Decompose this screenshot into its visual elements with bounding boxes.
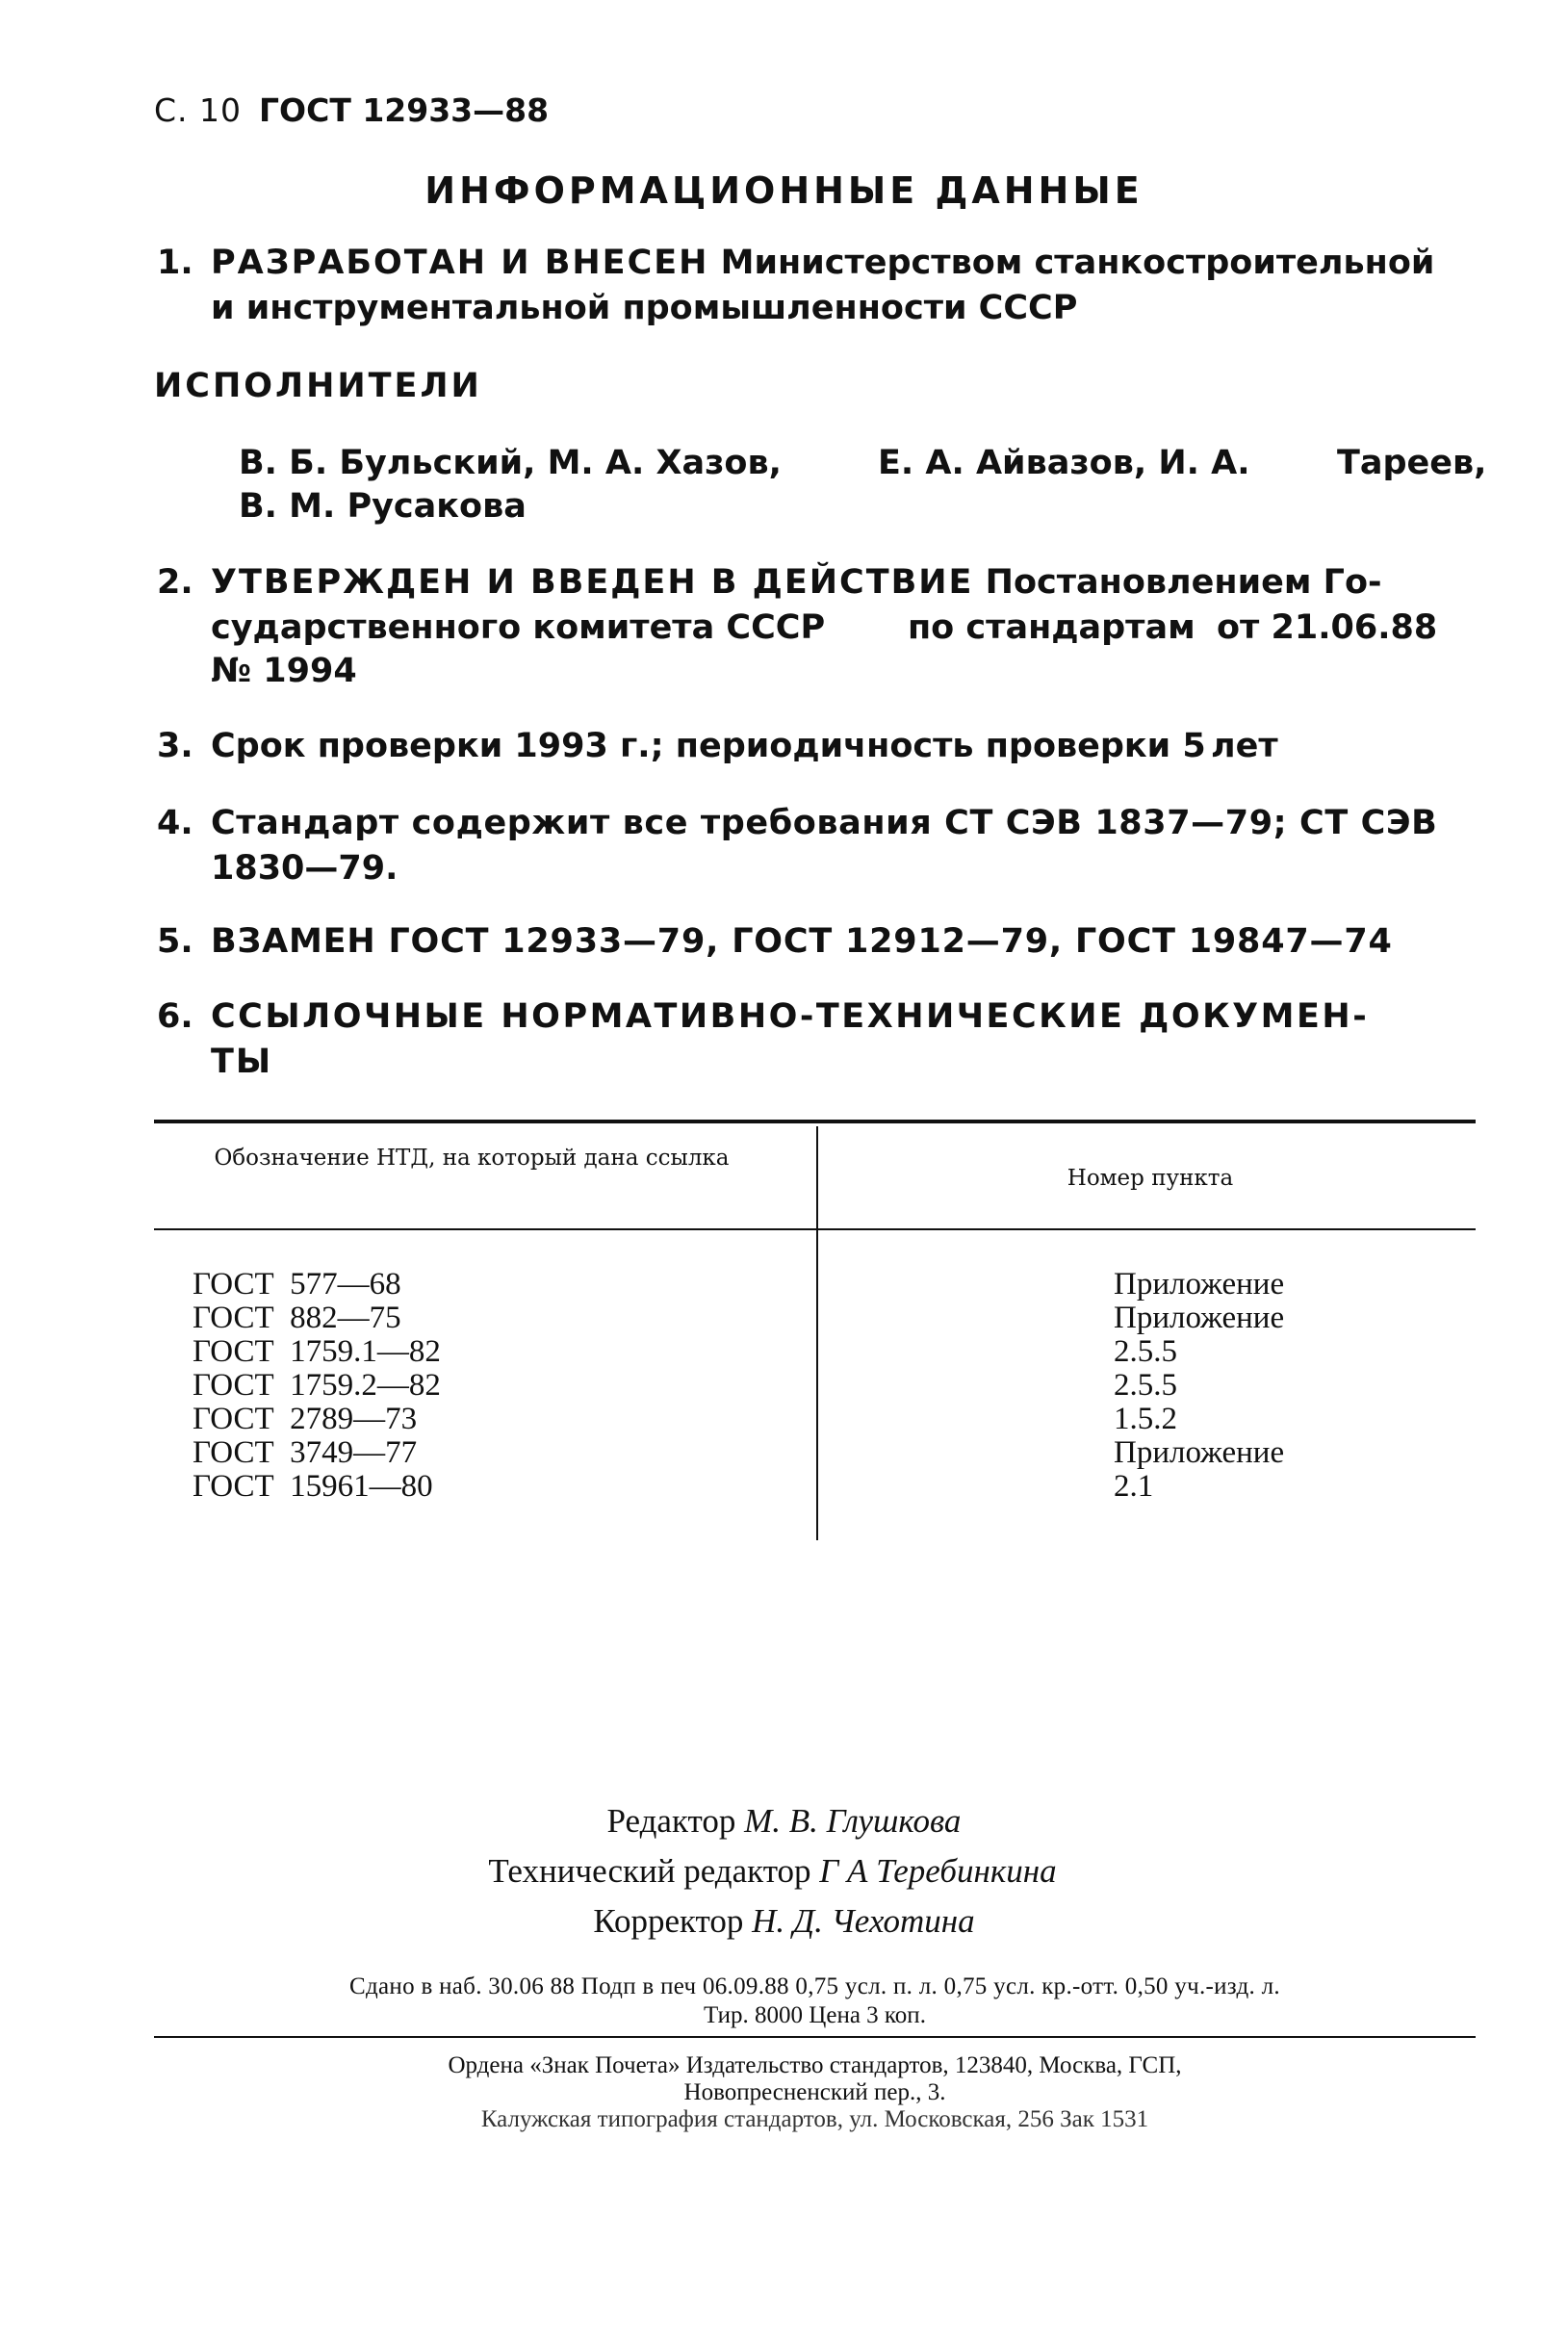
item-text-line2: и инструментальной промышленности СССР: [211, 289, 1078, 327]
item-3: [157, 724, 1206, 769]
table-cell-doc: ГОСТ 2789—73: [193, 1402, 418, 1436]
standard-number: ГОСТ 12933—88: [259, 91, 550, 129]
item-text: Стандарт содержит все требования СТ СЭВ 1837—79; СТ СЭВ: [211, 804, 1438, 842]
table-header-rule: [154, 1228, 1476, 1230]
item-caps: ССЫЛОЧНЫЕ НОРМАТИВНО-ТЕХНИЧЕСКИЕ ДОКУМЕН-: [211, 997, 1370, 1036]
table-top-rule: [154, 1120, 1476, 1123]
table-header-document: Обозначение НТД, на который дана ссылка: [214, 1146, 730, 1171]
item-5: [157, 919, 1393, 965]
imprint-line-1: Сдано в наб. 30.06 88 Подп в печ 06.09.88 0,75 усл. п. л. 0,75 усл. кр.-отт. 0,50 уч.-изд. л.: [349, 1973, 1280, 1999]
table-cell-clause: Приложение: [1114, 1435, 1285, 1470]
item-caps: УТВЕРЖДЕН И ВВЕДЕН В ДЕЙСТВИЕ: [211, 563, 974, 602]
page-header: [154, 89, 549, 131]
item-number: 1.: [157, 244, 193, 282]
table-cell-doc: ГОСТ 882—75: [193, 1301, 401, 1335]
item-number: 3.: [157, 727, 193, 765]
table-header-clause: Номер пункта: [1067, 1166, 1234, 1191]
table-cell-doc: ГОСТ 15961—80: [193, 1469, 433, 1504]
executors-names-c: Тареев,: [1337, 444, 1487, 482]
item-2-line2b: по стандартам: [908, 608, 1195, 647]
item-3-end: лет: [1211, 727, 1278, 765]
credit-editor: [0, 1796, 1568, 1846]
credit-label: Технический редактор: [488, 1852, 811, 1890]
table-cell-clause: 2.5.5: [1114, 1334, 1177, 1369]
table-cell-clause: 2.5.5: [1114, 1368, 1177, 1403]
item-caps-line2: ТЫ: [211, 1043, 273, 1081]
item-number: 4.: [157, 804, 193, 842]
table-cell-clause: 1.5.2: [1114, 1402, 1177, 1436]
item-number: 5.: [157, 922, 193, 961]
executors-names-a: В. Б. Бульский, М. А. Хазов,: [239, 444, 782, 482]
credit-proofreader: [0, 1896, 1568, 1946]
item-2-line2a: сударственного комитета СССР: [211, 608, 826, 647]
imprint-line-2: Тир. 8000 Цена 3 коп.: [704, 2002, 926, 2028]
table-cell-doc: ГОСТ 577—68: [193, 1267, 401, 1302]
item-caps: РАЗРАБОТАН И ВНЕСЕН: [211, 244, 709, 282]
item-text: Министерством станкостроительной: [720, 244, 1435, 282]
item-text: Срок проверки 1993 г.; периодичность проверки 5: [211, 727, 1206, 765]
item-text: ВЗАМЕН ГОСТ 12933—79, ГОСТ 12912—79, ГОСТ 19847—74: [211, 922, 1393, 961]
executors-names-b: Е. А. Айвазов, И. А.: [878, 444, 1250, 482]
table-column-divider: [816, 1126, 818, 1540]
page-title: ИНФОРМАЦИОННЫЕ ДАННЫЕ: [424, 169, 1144, 212]
page-number: С. 10: [154, 91, 243, 129]
item-text: Постановлением Го-: [985, 563, 1382, 602]
item-2-line2c: от 21.06.88: [1217, 608, 1438, 647]
table-body-documents: [193, 1268, 441, 1504]
item-2: [157, 560, 1382, 606]
item-number: 6.: [157, 997, 193, 1036]
table-cell-doc: ГОСТ 1759.1—82: [193, 1334, 441, 1369]
table-cell-doc: ГОСТ 1759.2—82: [193, 1368, 441, 1403]
imprint-line-4: Новопресненский пер., 3.: [683, 2079, 946, 2105]
item-4: [157, 801, 1437, 891]
credit-label: Редактор: [606, 1802, 736, 1840]
table-cell-clause: 2.1: [1114, 1469, 1154, 1504]
credit-name: Н. Д. Чехотина: [752, 1902, 975, 1940]
table-body-clauses: [1114, 1268, 1284, 1504]
item-text-line2: 1830—79.: [211, 849, 398, 888]
executors-names-line2: В. М. Русакова: [239, 487, 527, 526]
credit-tech-editor: [0, 1846, 1556, 1896]
imprint-line-3: Ордена «Знак Почета» Издательство стандартов, 123840, Москва, ГСП,: [448, 2052, 1182, 2078]
item-1: [157, 241, 1434, 331]
item-number: 2.: [157, 563, 193, 602]
imprint-line-5: Калужская типография стандартов, ул. Московская, 256 Зак 1531: [480, 2106, 1149, 2132]
imprint-rule: [154, 2036, 1476, 2038]
table-cell-doc: ГОСТ 3749—77: [193, 1435, 418, 1470]
credit-name: Г А Теребинкина: [819, 1852, 1057, 1890]
credit-name: М. В. Глушкова: [744, 1802, 962, 1840]
credit-label: Корректор: [593, 1902, 744, 1940]
table-cell-clause: Приложение: [1114, 1267, 1285, 1302]
executors-heading: ИСПОЛНИТЕЛИ: [154, 367, 482, 405]
item-6: [157, 994, 1369, 1085]
table-cell-clause: Приложение: [1114, 1301, 1285, 1335]
item-2-line3: № 1994: [211, 652, 357, 690]
